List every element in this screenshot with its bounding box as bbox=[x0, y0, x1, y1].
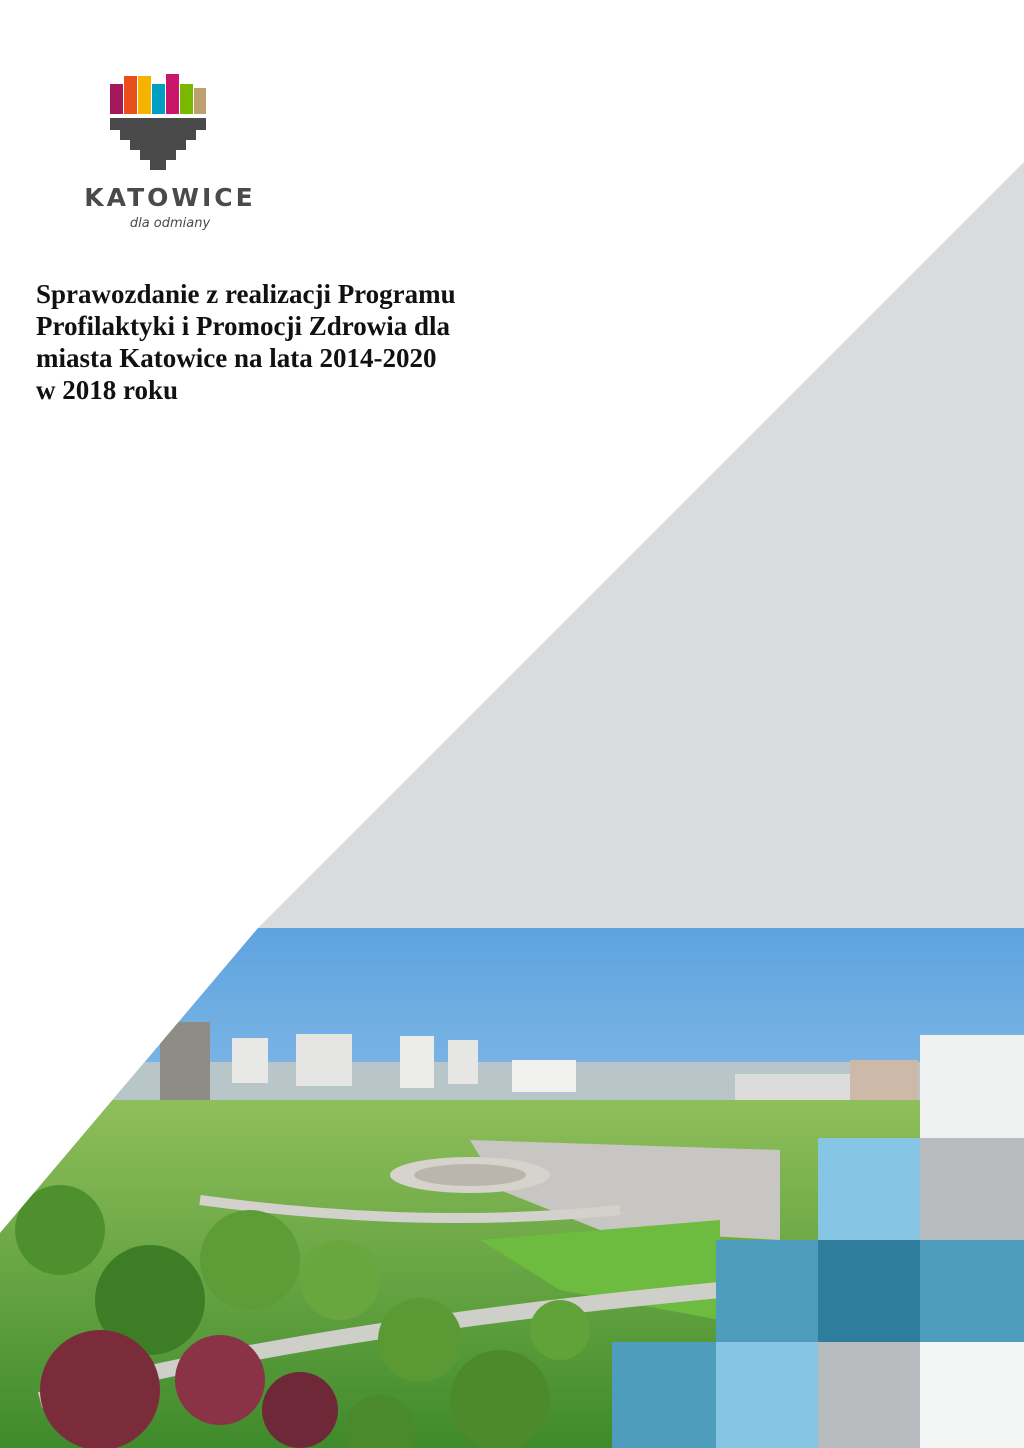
report-title bbox=[36, 278, 556, 406]
logo-base bbox=[110, 118, 206, 170]
logo-color-bars bbox=[110, 74, 206, 114]
title-line: w 2018 roku bbox=[36, 375, 179, 405]
title-line: miasta Katowice na lata 2014-2020 bbox=[36, 343, 437, 373]
logo-tagline: dla odmiany bbox=[129, 216, 211, 231]
logo-wordmark: KATOWICE bbox=[84, 183, 256, 212]
katowice-logo bbox=[100, 70, 250, 240]
title-line: Profilaktyki i Promocji Zdrowia dla bbox=[36, 311, 451, 341]
gray-diagonal-panel bbox=[258, 162, 1024, 928]
title-line: Sprawozdanie z realizacji Programu bbox=[36, 279, 456, 309]
